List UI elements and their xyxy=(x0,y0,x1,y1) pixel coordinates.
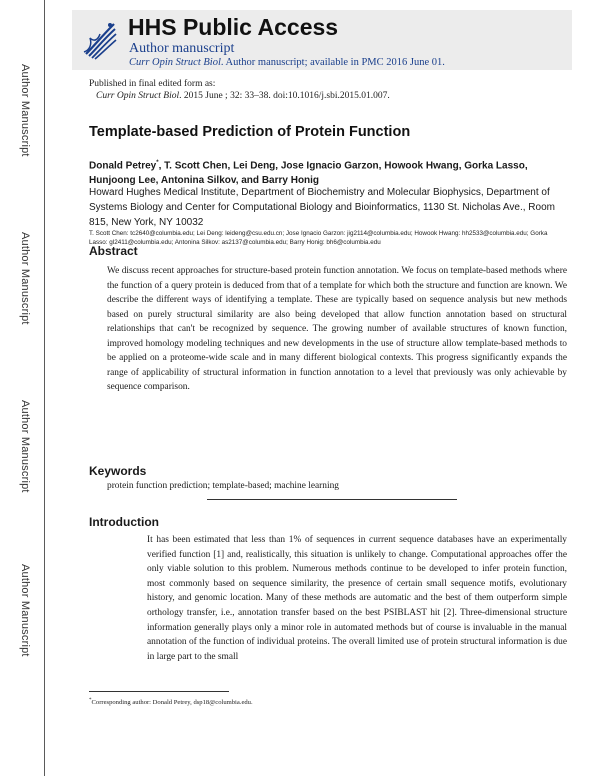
margin-rule xyxy=(44,0,45,776)
author-name: Hunjoong Lee xyxy=(89,175,156,187)
author-name: Antonina Silkov xyxy=(160,175,236,187)
abstract-text: We discuss recent approaches for structure-based protein function annotation. We focus on template-based methods where the function of a query protein is deduced from that of a template for which both the structure and function are known. We describe the different ways of identifying a template. These are typically based on sequence analysis but new methods based on purely structural similarity are also being developed that allow function annotation based on structural relationships that can't be recognized by sequence. The growing number of available structures of known function, improved homology modeling techniques and new developments in the use of structure allow template-based methods to be applied on a proteome-wide scale and in many different biological contexts. This progress significantly expands the range of applicability of structural information in function annotation to a level that previously was only achievable by sequence comparison. xyxy=(107,266,567,392)
author-name: T. Scott Chen xyxy=(164,160,228,172)
footnote-mark: * xyxy=(89,698,92,703)
author-list: Donald Petrey*, T. Scott Chen, Lei Deng, Jose Ignacio Garzon, Howook Hwang, Gorka Lasso, Hunjoong Lee, Antonina Silkov, and Barry Honig xyxy=(89,160,528,187)
side-label-author-manuscript: Author Manuscript xyxy=(19,64,31,157)
author-manuscript-label: Author manuscript xyxy=(129,41,235,56)
introduction-text: It has been estimated that less than 1% of sequences in current sequence databases have an experimentally verified function [1] and, realistically, this situation is unlikely to change. Computational approaches offer the only viable solution to this problem. Numerous methods continue to be developed to infer protein function, most commonly based on sequence similarity, the presence of certain small sequence motifs, evolutionary history, and genomic location. Many of these methods are automatic and the best of them outperform simple orthology transfer, i.e., annotation transfer based on the best PSIBLAST hit [2]. Three-dimensional structure information generally plays only a minor role in automated methods but of course is invaluable in the manual annotation of the function of individual proteins. The overall limited use of protein structural information is due in large part to the small xyxy=(147,535,567,662)
author-name: Lei Deng xyxy=(233,160,276,172)
citation-journal: Curr Opin Struct Biol xyxy=(96,91,180,101)
abstract-heading: Abstract xyxy=(89,244,138,258)
keywords-text: protein function prediction; template-based; machine learning xyxy=(107,481,339,491)
section-divider xyxy=(207,499,457,500)
citation-details: . 2015 June ; 32: 33–38. doi:10.1016/j.sbi.2015.01.007. xyxy=(179,91,390,101)
introduction-heading: Introduction xyxy=(89,515,159,529)
paper-title: Template-based Prediction of Protein Function xyxy=(89,124,411,140)
journal-availability-line xyxy=(129,57,445,68)
side-label-author-manuscript: Author Manuscript xyxy=(19,232,31,325)
author-name: Howook Hwang xyxy=(384,160,459,172)
hhs-title: HHS Public Access xyxy=(128,14,339,40)
publication-info xyxy=(89,78,390,102)
citation-line xyxy=(89,90,390,102)
author-name: Gorka Lasso xyxy=(464,160,525,172)
journal-name: Curr Opin Struct Biol xyxy=(129,57,221,68)
affiliation: Howard Hughes Medical Institute, Department of Biochemistry and Molecular Biophysics, Department of Systems Biology and Center for Computational Biology and Bioinformatics, 1130 St. Nicholas Ave., Room 815, New York, NY 10032 xyxy=(89,187,555,228)
published-line: Published in final edited form as: xyxy=(89,79,216,89)
hhs-eagle-logo-icon xyxy=(80,16,120,62)
author-name: Donald Petrey xyxy=(89,160,157,172)
corresponding-mark: * xyxy=(156,160,159,166)
side-label-author-manuscript: Author Manuscript xyxy=(19,400,31,493)
footnote-rule xyxy=(89,691,229,692)
footnote xyxy=(89,698,253,706)
author-name: Jose Ignacio Garzon xyxy=(280,160,379,172)
author-emails: T. Scott Chen: tc2640@columbia.edu; Lei Deng: leideng@csu.edu.cn; Jose Ignacio Garzon: jig2114@columbia.edu; Howook Hwang: hh2533@columbia.edu; Gorka Lasso: gl2411@columbia.edu; Antonina Silkov: as2137@columbia.edu; Barry Honig: bh6@columbia.edu xyxy=(89,230,548,246)
availability-text: . Author manuscript; available in PMC 2016 June 01. xyxy=(220,57,445,68)
footnote-text: Corresponding author: Donald Petrey, dsp18@columbia.edu. xyxy=(91,699,253,707)
keywords-heading: Keywords xyxy=(89,464,147,478)
side-label-author-manuscript: Author Manuscript xyxy=(19,564,31,657)
author-name: Barry Honig xyxy=(261,175,320,187)
